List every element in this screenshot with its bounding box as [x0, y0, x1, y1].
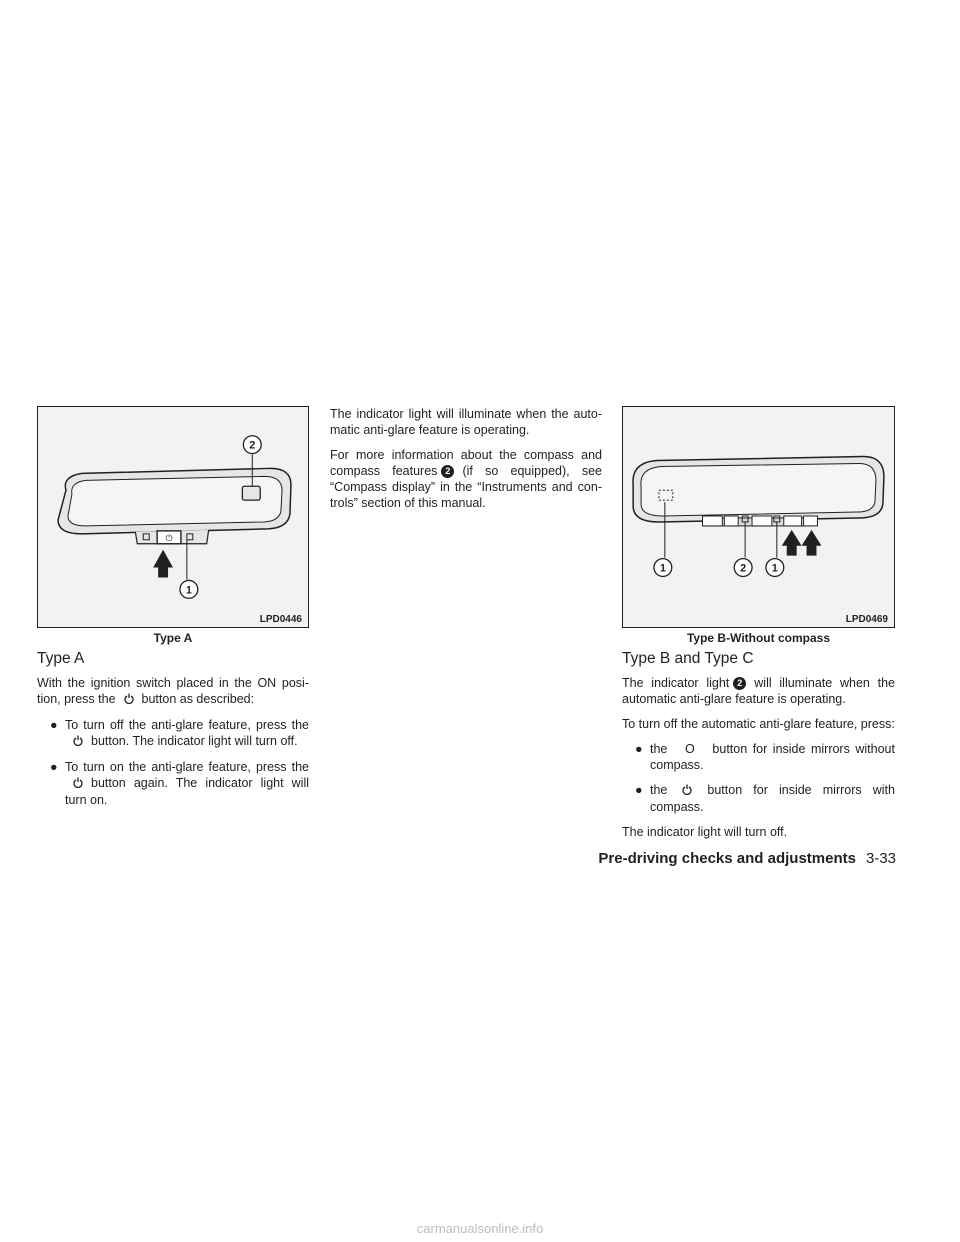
power-icon: [116, 692, 142, 708]
power-icon: [65, 776, 91, 792]
intro-paragraph: With the ignition switch placed in the ON posi-tion, press the button as described:: [37, 676, 309, 706]
figure-code: LPD0469: [845, 614, 888, 625]
mirror-type-b-illustration: [623, 407, 894, 627]
page-footer: [598, 850, 896, 867]
section-a-body: [37, 675, 309, 817]
arrow-icon: [782, 530, 802, 556]
figure-type-b: [622, 406, 895, 628]
heading-type-b-c: Type B and Type C: [622, 650, 754, 667]
power-icon: [667, 783, 707, 799]
ref-2-icon: 2: [733, 677, 746, 690]
arrow-icon: [153, 550, 173, 578]
heading-type-a: Type A: [37, 650, 85, 667]
figure-caption-type-b: Type B-Without compass: [686, 631, 830, 645]
callout-2: 2: [249, 439, 256, 452]
bullet-icon: ●: [635, 783, 643, 797]
callout-1a: 1: [659, 562, 666, 575]
watermark: carmanualsonline.info: [416, 1221, 544, 1236]
callout-1: 1: [185, 584, 192, 597]
list-item: ● the O button for inside mirrors without compass.: [635, 742, 895, 772]
paragraph: To turn off the automatic anti-glare feature, press:: [622, 717, 895, 731]
bullet-icon: ●: [50, 760, 58, 774]
callout-1b: 1: [771, 562, 778, 575]
paragraph: The indicator light will turn off.: [622, 825, 788, 839]
list-item: ● To turn off the anti-glare feature, press thebutton. The indicator light will turn off.: [50, 718, 309, 748]
ref-2-icon: 2: [441, 465, 454, 478]
figure-type-a: [37, 406, 309, 628]
footer-section-title: Pre-driving checks and adjustments: [598, 850, 856, 867]
list-item: ● the button for inside mirrors with compass.: [635, 783, 895, 814]
bullet-icon: ●: [635, 742, 643, 756]
paragraph: The indicator light 2 will illuminate when the automatic anti-glare feature is operating.: [622, 676, 895, 706]
paragraph: For more information about the compass and compass features 2 (if so equipped), see “Compass display” in the “Instruments and con-trols” section of this manual.: [330, 448, 602, 510]
callout-2: 2: [740, 562, 747, 575]
figure-code: LPD0446: [259, 614, 302, 625]
power-icon: [65, 734, 91, 750]
mirror-type-a-illustration: [38, 407, 308, 627]
arrow-icon: [802, 530, 822, 556]
page-number: 3-33: [865, 850, 896, 867]
list-item: ● To turn on the anti-glare feature, press thebutton again. The indicator light will turn on.: [50, 760, 309, 807]
figure-caption-type-a: Type A: [153, 631, 193, 645]
paragraph: The indicator light will illuminate when the auto-matic anti-glare feature is operating.: [330, 407, 602, 437]
bullet-icon: ●: [50, 718, 58, 732]
middle-column: [330, 406, 602, 520]
svg-text:⏻: ⏻: [165, 532, 173, 543]
section-b-body: [622, 675, 895, 849]
